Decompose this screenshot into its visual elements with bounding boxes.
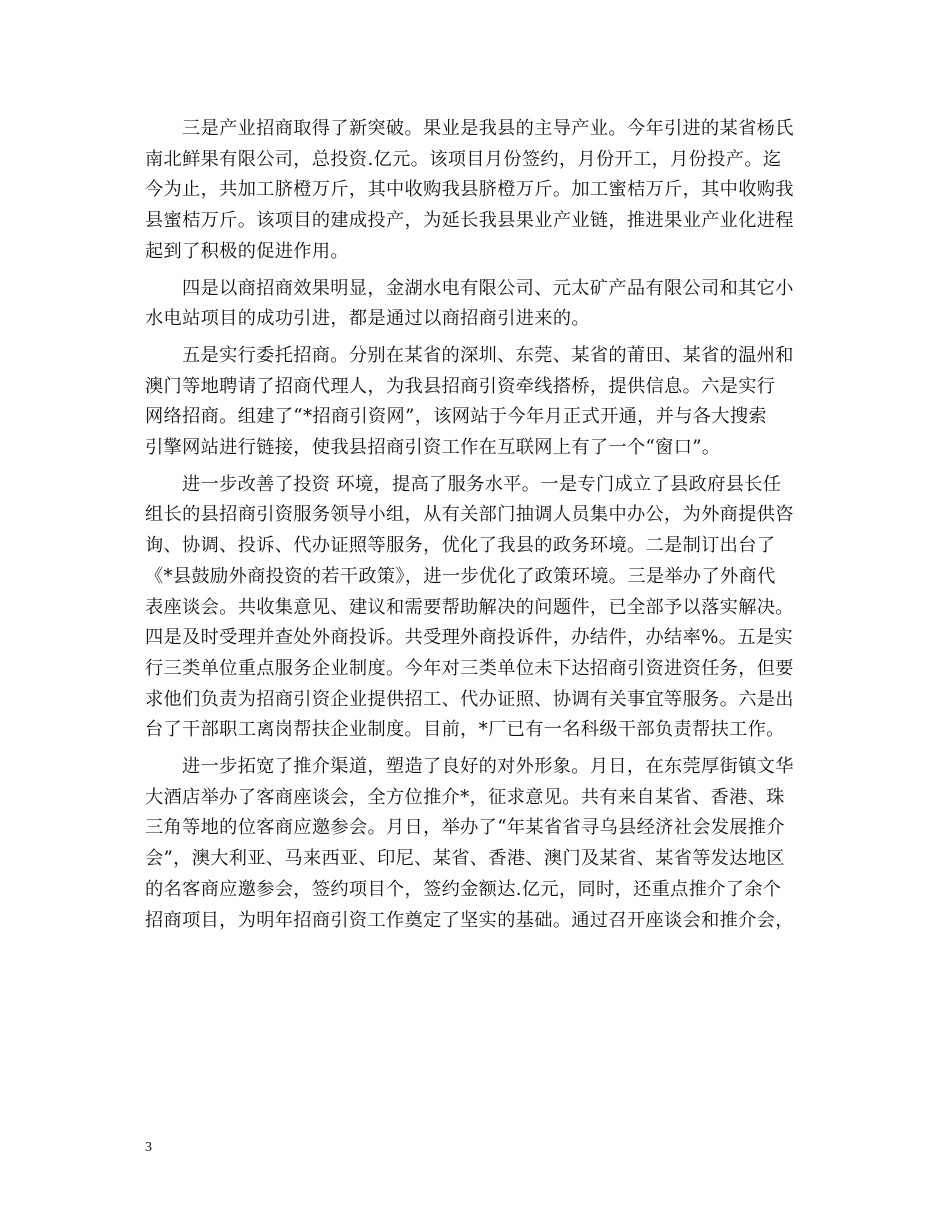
text-line: 会”，澳大利亚、马来西亚、印尼、某省、香港、澳门及某省、某省等发达地区 bbox=[145, 848, 785, 870]
page-number: 3 bbox=[145, 1140, 152, 1155]
text-line: 大酒店举办了客商座谈会，全方位推介*，征求意见。共有来自某省、香港、珠 bbox=[145, 786, 785, 808]
text-line: 四是以商招商效果明显，金湖水电有限公司、元太矿产品有限公司和其它小 bbox=[182, 277, 794, 299]
text-line: 起到了积极的促进作用。 bbox=[145, 240, 349, 262]
text-line: 五是实行委托招商。分别在某省的深圳、东莞、某省的莆田、某省的温州和 bbox=[182, 344, 794, 366]
text-line: 网络招商。组建了“*招商引资网”，该网站于今年月正式开通，并与各大搜索 bbox=[145, 406, 767, 428]
text-line: 招商项目，为明年招商引资工作奠定了坚实的基础。通过召开座谈会和推介会， bbox=[145, 909, 794, 931]
paragraph bbox=[145, 341, 810, 464]
body-text bbox=[145, 114, 810, 936]
text-line: 县蜜桔万斤。该项目的建成投产，为延长我县果业产业链，推进果业产业化进程 bbox=[145, 210, 794, 232]
text-line: 四是及时受理并查处外商投诉。共受理外商投诉件，办结件，办结率%。五是实 bbox=[145, 627, 793, 649]
paragraph bbox=[145, 274, 810, 335]
text-line: 进一步改善了投资 环境，提高了服务水平。一是专门成立了县政府县长任 bbox=[182, 473, 782, 495]
text-line: 三是产业招商取得了新突破。果业是我县的主导产业。今年引进的某省杨氏 bbox=[182, 118, 794, 139]
text-line: 组长的县招商引资服务领导小组，从有关部门抽调人员集中办公，为外商提供咨 bbox=[145, 504, 794, 526]
text-line: 三角等地的位客商应邀参会。月日，举办了“年某省省寻乌县经济社会发展推介 bbox=[145, 817, 785, 839]
paragraph bbox=[145, 752, 810, 936]
text-line: 引擎网站进行链接，使我县招商引资工作在互联网上有了一个“窗口”。 bbox=[145, 437, 721, 459]
text-line: 今为止，共加工脐橙万斤，其中收购我县脐橙万斤。加工蜜桔万斤，其中收购我 bbox=[145, 179, 794, 201]
text-line: 进一步拓宽了推介渠道，塑造了良好的对外形象。月日，在东莞厚街镇文华 bbox=[182, 756, 794, 778]
text-line: 求他们负责为招商引资企业提供招工、代办证照、协调有关事宜等服务。六是出 bbox=[145, 688, 794, 710]
text-line: 澳门等地聘请了招商代理人，为我县招商引资牵线搭桥，提供信息。六是实行 bbox=[145, 375, 776, 397]
paragraph bbox=[145, 114, 810, 268]
text-line: 行三类单位重点服务企业制度。今年对三类单位未下达招商引资进资任务，但要 bbox=[145, 657, 794, 679]
paragraph bbox=[145, 470, 810, 746]
text-line: 询、协调、投诉、代办证照等服务，优化了我县的政务环境。二是制订出台了 bbox=[145, 535, 776, 557]
text-line: 水电站项目的成功引进，都是通过以商招商引进来的。 bbox=[145, 308, 590, 330]
text-line: 台了干部职工离岗帮扶企业制度。目前，*厂已有一名科级干部负责帮扶工作。 bbox=[145, 719, 785, 741]
text-line: 表座谈会。共收集意见、建议和需要帮助解决的问题件，已全部予以落实解决。 bbox=[145, 596, 794, 618]
text-line: 的名客商应邀参会，签约项目个，签约金额达.亿元，同时，还重点推介了余个 bbox=[145, 878, 782, 900]
text-line: 南北鲜果有限公司，总投资.亿元。该项目月份签约，月份开工，月份投产。迄 bbox=[145, 148, 782, 170]
text-line: 《*县鼓励外商投资的若干政策》，进一步优化了政策环境。三是举办了外商代 bbox=[145, 565, 776, 587]
